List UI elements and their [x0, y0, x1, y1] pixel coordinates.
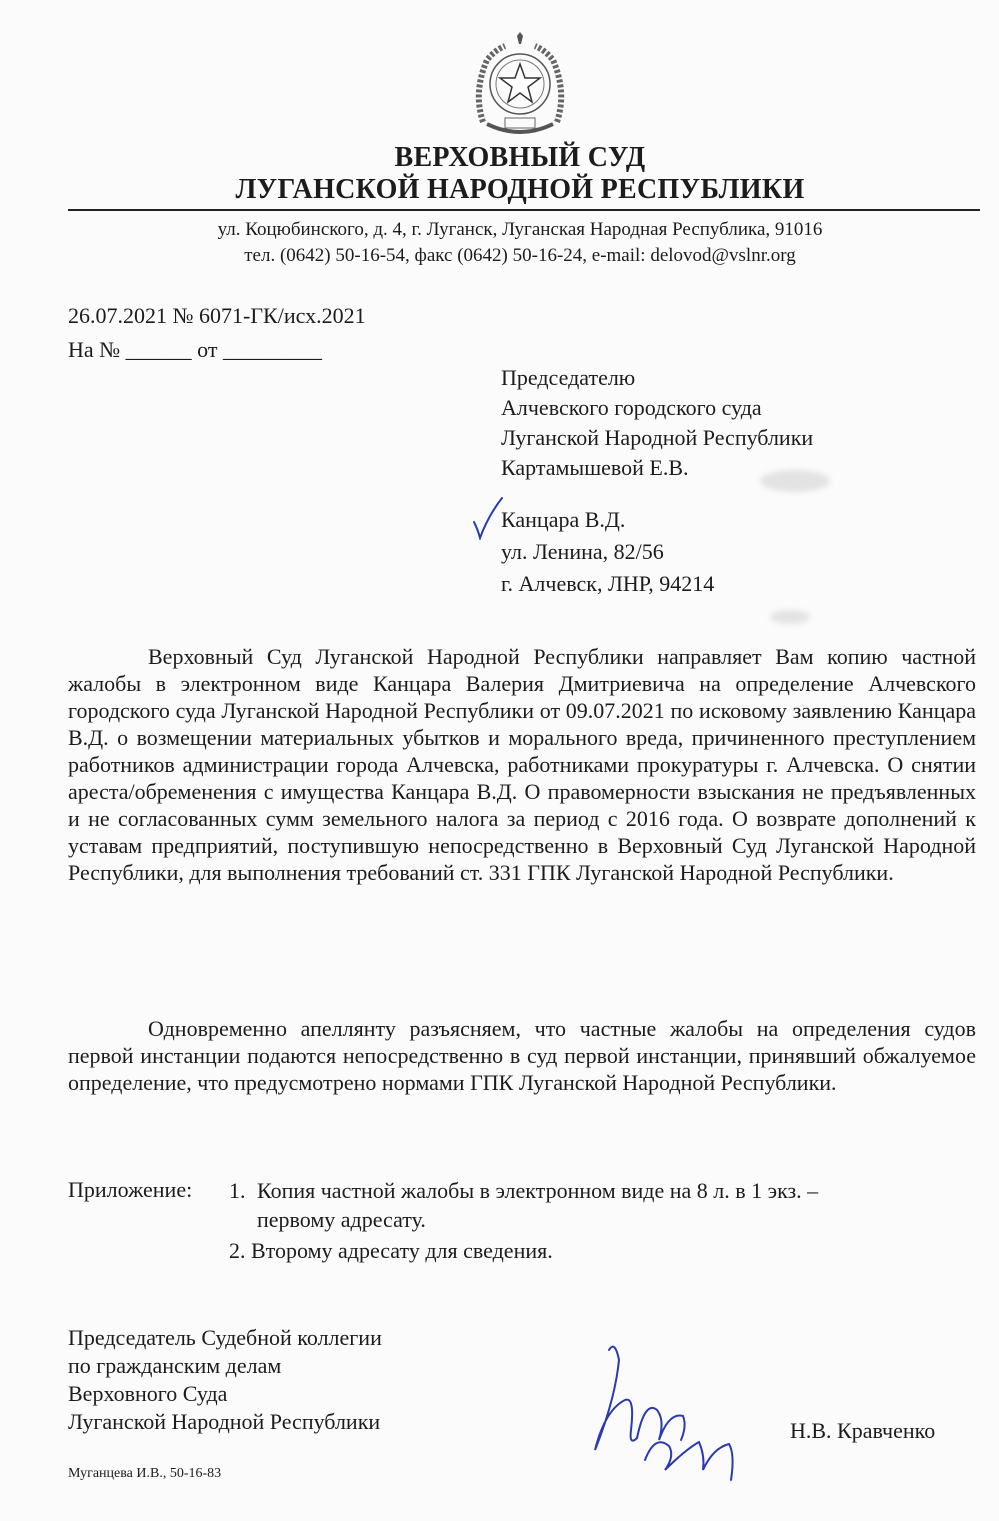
signatory-position-line: Верховного Суда [68, 1381, 228, 1406]
court-contacts: тел. (0642) 50-16-54, факс (0642) 50-16-24, e-mail: delovod@vslnr.org [244, 245, 796, 266]
recipient-line: ул. Ленина, 82/56 [501, 539, 664, 564]
body-paragraph-2: Одновременно апеллянту разъясняем, что частные жалобы на определения судов первой инстанции подаются непосредственно в суд первой инстанции, принявший обжалуемое определение, что предусмотрено нормами ГПК Луганской Народной Республики. [68, 1016, 976, 1095]
recipient-line: Канцара В.Д. [501, 507, 626, 532]
recipient-line: Председателю [501, 365, 636, 390]
body-paragraph-1: Верховный Суд Луганской Народной Республики направляет Вам копию частной жалобы в электронном виде Канцара Валерия Дмитриевича на определение Алчевского городского суда Луганской Народной Республики от 09.07.2021 по исковому заявлению Канцара В.Д. о возмещении материальных убытков и морального вреда, причиненного преступлением работников администрации города Алчевска, работниками прокуратуры г. Алчевска. О снятии ареста/обременения с имущества Канцара В.Д. О правомерности взыскания не предъявленных и не согласованных сумм земельного налога за период с 2016 года. О возврате дополнений к уставам предприятий, поступившую непосредственно в Верховный Суд Луганской Народной Республики, для выполнения требований ст. 331 ГПК Луганской Народной Республики. [68, 644, 976, 885]
attachment-item-1-number: 1. [229, 1178, 246, 1203]
handwritten-check-icon [470, 496, 504, 540]
attachment-item-1-continuation: первому адресату. [257, 1207, 426, 1232]
attachment-item-2: 2. Второму адресату для сведения. [229, 1238, 553, 1263]
signatory-position-line: Председатель Судебной коллегии [68, 1325, 382, 1350]
header-divider [68, 209, 980, 211]
recipient-line: Луганской Народной Республики [501, 425, 814, 450]
executor-note: Муганцева И.В., 50-16-83 [68, 1466, 222, 1481]
signatory-position [68, 1324, 382, 1436]
attachment-item-1 [229, 1176, 975, 1206]
court-name-line-2: ЛУГАНСКОЙ НАРОДНОЙ РЕСПУБЛИКИ [235, 174, 805, 205]
scan-smudge [760, 470, 830, 492]
court-address: ул. Коцюбинского, д. 4, г. Луганск, Луганская Народная Республика, 91016 [217, 219, 823, 240]
recipient-line: г. Алчевск, ЛНР, 94214 [501, 571, 715, 596]
handwritten-signature-icon [575, 1330, 755, 1490]
outgoing-reference: 26.07.2021 № 6071-ГК/исх.2021 [68, 303, 366, 328]
signatory-position-line: по гражданским делам [68, 1353, 282, 1378]
scan-smudge [770, 610, 810, 624]
signatory-position-line: Луганской Народной Республики [68, 1409, 381, 1434]
signatory-name: Н.В. Кравченко [790, 1418, 936, 1443]
attachment-label: Приложение: [68, 1177, 193, 1202]
lnr-coat-of-arms-icon [465, 32, 575, 144]
recipient-line: Алчевского городского суда [501, 395, 762, 420]
attachment-item-1-text: Копия частной жалобы в электронном виде на 8 л. в 1 экз. – [257, 1178, 819, 1203]
court-name-line-1: ВЕРХОВНЫЙ СУД [394, 142, 646, 173]
recipient-line: Картамышевой Е.В. [501, 455, 689, 480]
incoming-reference: На № ______ от _________ [68, 337, 322, 362]
